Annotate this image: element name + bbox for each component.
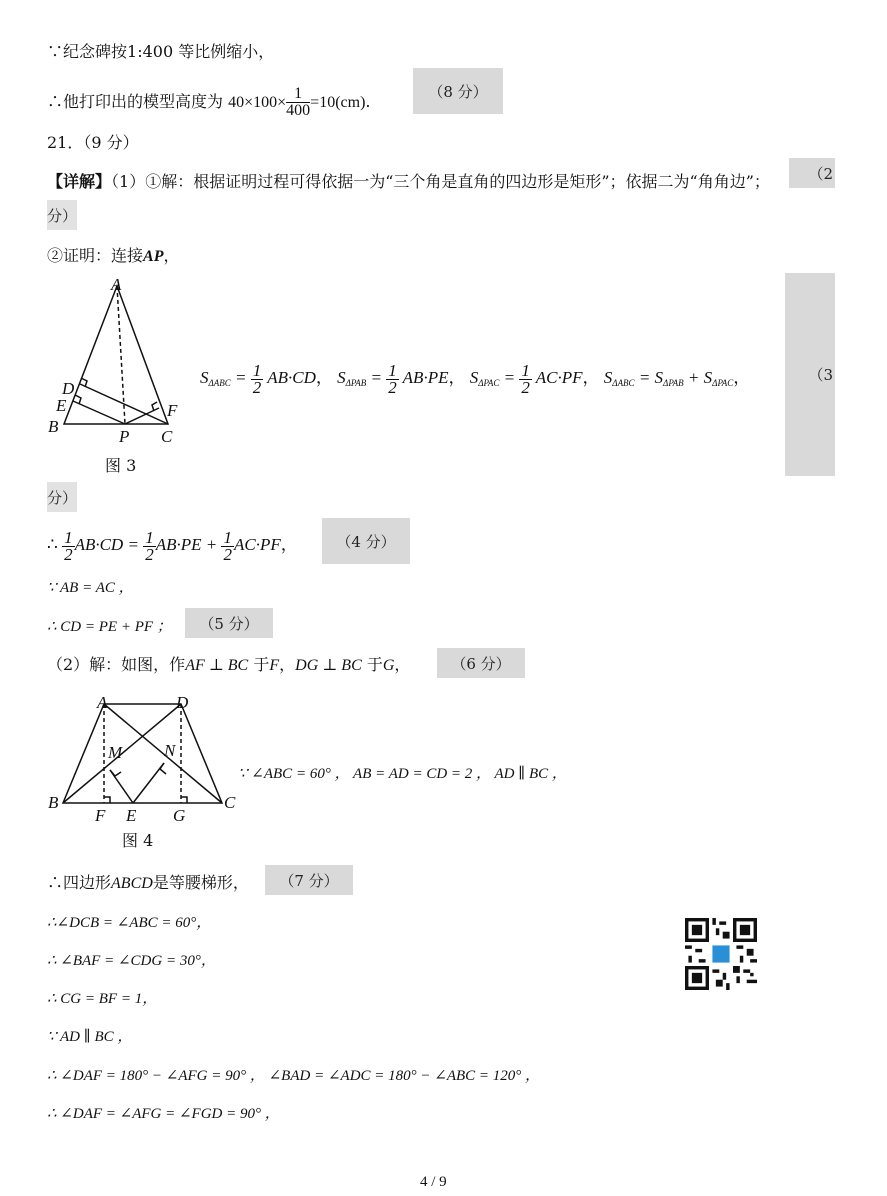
sep-1: ， (315, 368, 333, 387)
label-m: M (108, 743, 123, 762)
score-box-2: （2 (789, 158, 835, 188)
tail: . (365, 92, 371, 111)
line-sum (47, 527, 298, 563)
sep-2: ， (448, 368, 466, 387)
rhs-2: AB·PE (402, 368, 449, 387)
therefore-symbol: ∴ (47, 92, 64, 111)
label-c: C (161, 427, 173, 446)
p2-v1: AF ⊥ BC (185, 657, 249, 674)
sep-3: ， (582, 368, 600, 387)
therefore-2: ∴ (47, 535, 58, 554)
s-1: S (200, 368, 209, 387)
score-box-2-cont: 分） (47, 200, 77, 230)
s-4-sub: ΔABC (612, 378, 635, 388)
half-1 (251, 360, 264, 397)
s-3: S (469, 368, 479, 387)
score-box-5: （5 分） (185, 608, 273, 638)
half-3 (519, 360, 532, 397)
half-den: 2 (64, 544, 73, 564)
line-part-2 (47, 655, 410, 676)
line-proof (47, 246, 179, 267)
figure-4 (40, 690, 245, 860)
score-box-7: （7 分） (265, 865, 353, 895)
line-angle-90: ∴ ∠DAF = ∠AFG = ∠FGD = 90° ， (47, 1106, 280, 1122)
line-detail (47, 172, 770, 192)
expr-b: =10(cm) (310, 94, 366, 111)
half-b (143, 527, 156, 564)
trap-t1: 四边形 (63, 873, 112, 892)
eq-1: = (235, 368, 247, 387)
label-f: F (95, 806, 106, 825)
line-2 (47, 82, 371, 123)
line-pe (73, 401, 125, 424)
figure-3 (40, 274, 200, 484)
score-box-3-cont: 分） (47, 482, 77, 512)
right-angle-f (104, 797, 110, 803)
score-box-4: （4 分） (322, 518, 410, 564)
question-21: 21．（9 分） (47, 133, 139, 152)
s-6-sub: ΔPAC (712, 378, 734, 388)
rhs-1: AB·CD (267, 368, 316, 387)
area-equations (200, 360, 750, 401)
half-num: 1 (223, 527, 232, 547)
trap-v: ABCD (111, 875, 153, 892)
line-ad-parallel: ∵ AD ∥ BC ， (47, 1029, 133, 1045)
p2-v3: DG ⊥ BC (295, 657, 362, 674)
label-e: E (56, 396, 67, 415)
line-cd-sum: ∴ CD = PE + PF ； (47, 619, 172, 635)
trap-t2: 是等腰梯形， (152, 873, 249, 892)
label-f: F (167, 401, 178, 420)
trapezoid-abcd (63, 704, 222, 803)
page-number: 4 / 9 (420, 1174, 447, 1190)
sep-s: ， (280, 535, 298, 554)
therefore-3: ∴ (47, 873, 64, 892)
right-angle-n (160, 763, 166, 774)
label-b: B (48, 793, 59, 812)
figure-3-caption: 图 3 (105, 456, 137, 475)
proof-tail: ， (163, 246, 180, 265)
line-1 (47, 42, 274, 62)
qr-code-icon (685, 918, 757, 990)
label-a: A (111, 275, 122, 294)
label-d: D (62, 379, 75, 398)
half-num: 1 (252, 360, 262, 380)
label-a: A (97, 693, 108, 712)
proof-text: ②证明：连接 (47, 246, 144, 265)
detail-text: （1）①解：根据证明过程可得依据一为“三个角是直角的四边形是矩形”；依据二为“角角边”； (111, 172, 770, 191)
label-g: G (173, 806, 186, 825)
fig4-givens: ∵ ∠ABC = 60° ， AB = AD = CD = 2 ， AD ∥ BC ， (238, 766, 567, 782)
figure-4-caption: 图 4 (122, 831, 154, 850)
label-n: N (164, 741, 176, 760)
half-c (221, 527, 234, 564)
label-d: D (176, 693, 189, 712)
line-angle-baf: ∴ ∠BAF = ∠CDG = 30°， (47, 953, 216, 969)
p2-t5: ， (394, 655, 411, 674)
eq-3: = (503, 368, 516, 387)
expr-a: 40×100× (228, 94, 287, 111)
p2-t1: （2）解：如图，作 (47, 655, 186, 674)
line-ab-ac: ∵ AB = AC ， (47, 580, 134, 596)
s-6: S (703, 368, 713, 387)
frac-num: 1 (286, 86, 310, 103)
p2-t4: 于 (366, 655, 383, 674)
eq-2: = (370, 368, 382, 387)
half-num: 1 (388, 360, 397, 380)
because-symbol: ∵ (47, 42, 64, 61)
eq-s: = (127, 535, 139, 554)
term-1: AB·CD (74, 535, 124, 554)
half-den: 2 (145, 544, 154, 564)
half-num: 1 (64, 527, 73, 547)
line-trapezoid (47, 873, 249, 894)
right-angle-m (110, 770, 121, 776)
right-angle-g (181, 797, 187, 803)
half-num: 1 (145, 527, 154, 547)
line-angle-dcb: ∴∠DCB = ∠ABC = 60°， (47, 915, 212, 931)
p2-v4: G (382, 657, 395, 674)
s-5: S (654, 368, 664, 387)
score-box-8: （8 分） (413, 68, 503, 114)
term-3: AC·PF (233, 535, 281, 554)
eq-4: = (638, 368, 651, 387)
half-den: 2 (252, 377, 262, 397)
s-2: S (337, 368, 346, 387)
half-2 (386, 360, 399, 397)
label-p: P (119, 427, 130, 446)
p2-v2: F (269, 657, 280, 674)
line-2-text: 他打印出的模型高度为 (63, 92, 224, 111)
p2-t2: 于 (253, 655, 270, 674)
half-den: 2 (521, 377, 530, 397)
s-2-sub: ΔPAB (345, 378, 367, 388)
plus-s: + (205, 535, 218, 554)
s-4: S (603, 368, 613, 387)
s-3-sub: ΔPAC (478, 378, 500, 388)
rhs-3: AC·PF (535, 368, 583, 387)
line-1-text: 纪念碑按1:400 等比例缩小， (63, 42, 275, 61)
half-den: 2 (223, 544, 232, 564)
line-angle-daf: ∴ ∠DAF = 180° − ∠AFG = 90° ， ∠BAD = ∠ADC = 180° − ∠ABC = 120° ， (47, 1068, 541, 1084)
half-a (62, 527, 75, 564)
half-num: 1 (521, 360, 530, 380)
label-e: E (126, 806, 137, 825)
half-den: 2 (388, 377, 397, 397)
s-5-sub: ΔPAB (663, 378, 684, 388)
line-cg-bf: ∴ CG = BF = 1， (47, 991, 158, 1007)
score-box-6: （6 分） (437, 648, 525, 678)
p2-t3: ， (279, 655, 296, 674)
term-2: AB·PE (155, 535, 202, 554)
var-ap: AP (143, 248, 164, 265)
frac-den: 400 (286, 102, 311, 119)
label-b: B (48, 417, 59, 436)
plus-1: + (687, 368, 700, 387)
fraction (286, 86, 310, 119)
s-1-sub: ΔABC (208, 378, 231, 388)
detail-tag: 【详解】 (47, 172, 112, 191)
score-box-3: （3 (785, 273, 835, 476)
label-c: C (224, 793, 236, 812)
sep-4: ， (733, 368, 751, 387)
